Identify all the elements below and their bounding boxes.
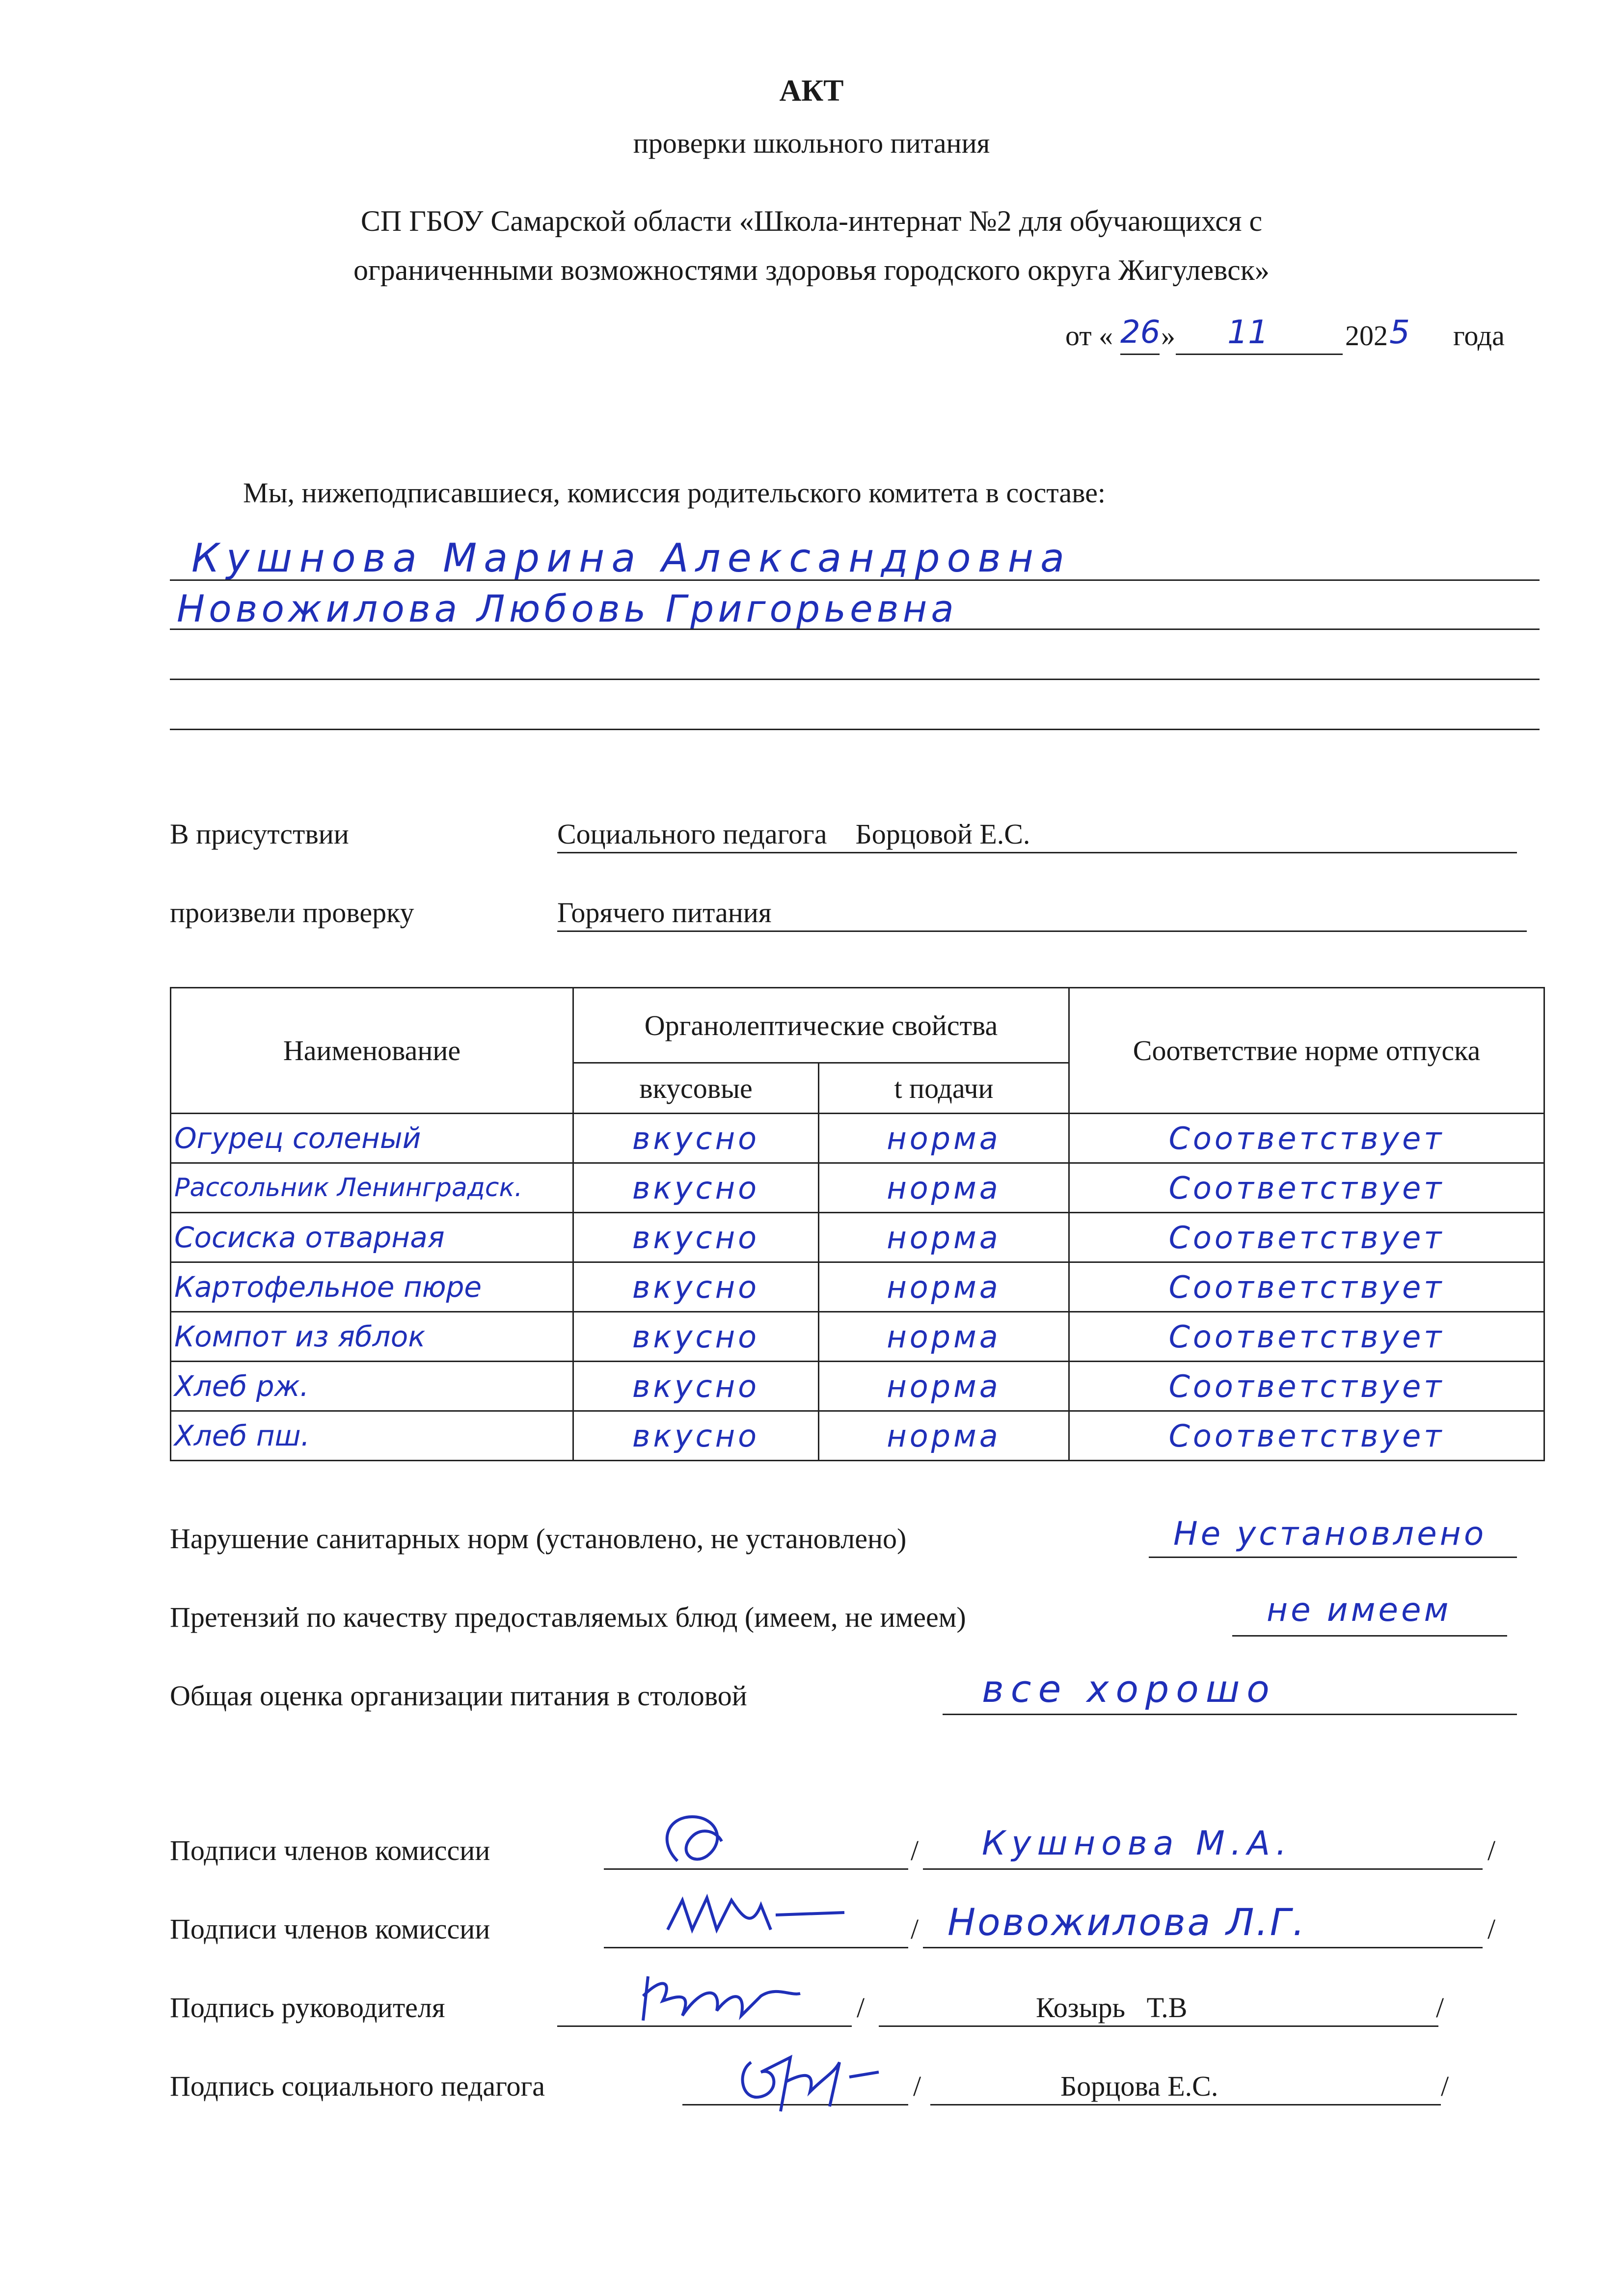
date-month: 11 (1227, 313, 1269, 351)
dish-temp: норма (819, 1114, 1069, 1163)
header-organoleptic: Органолептические свойства (573, 988, 1069, 1063)
member-1-name: Кушнова М.А. (982, 1824, 1293, 1863)
signature-separator: / (913, 2070, 921, 2102)
header-taste: вкусовые (573, 1063, 819, 1114)
date-prefix: от « (1065, 320, 1113, 352)
member-2-signature-scribble (663, 1886, 849, 1944)
dish-compliance: Соответствует (1069, 1213, 1544, 1262)
table-row (171, 1213, 1544, 1262)
commission-member-2: Новожилова Любовь Григорьевна (177, 587, 958, 630)
signature-separator: / (1441, 2070, 1449, 2102)
claims-value: не имеем (1267, 1591, 1452, 1629)
commission-member-1: Кушнова Марина Александровна (191, 535, 1071, 581)
dish-compliance: Соответствует (1069, 1362, 1544, 1411)
overall-label: Общая оценка организации питания в столовой (170, 1680, 747, 1712)
dish-temp: норма (819, 1312, 1069, 1362)
signature-separator: / (911, 1913, 919, 1945)
dish-compliance: Соответствует (1069, 1411, 1544, 1461)
act-title: АКТ (779, 74, 844, 108)
dish-temp: норма (819, 1262, 1069, 1312)
dish-compliance: Соответствует (1069, 1312, 1544, 1362)
social-signature-label: Подпись социального педагога (170, 2070, 545, 2102)
dish-compliance: Соответствует (1069, 1114, 1544, 1163)
sanitary-value: Не установлено (1173, 1515, 1487, 1553)
social-name: Борцова Е.С. (1060, 2070, 1218, 2102)
date-suffix: года (1453, 320, 1505, 352)
dish-taste: вкусно (573, 1411, 819, 1461)
date-day: 26 (1120, 314, 1161, 351)
signature-separator: / (857, 1992, 865, 2023)
dish-temp: норма (819, 1362, 1069, 1411)
table-row (171, 1312, 1544, 1362)
dish-compliance: Соответствует (1069, 1163, 1544, 1213)
act-date (1065, 313, 1556, 358)
date-year-digit: 5 (1389, 313, 1410, 351)
sanitary-label: Нарушение санитарных норм (установлено, не установлено) (170, 1523, 907, 1555)
header-name: Наименование (171, 988, 573, 1114)
date-mid: » (1161, 320, 1175, 352)
dish-temp: норма (819, 1163, 1069, 1213)
member-signature-label-1: Подписи членов комиссии (170, 1834, 490, 1866)
inspection-label: произвели проверку (170, 897, 414, 929)
header-serving-temp: t подачи (819, 1063, 1069, 1114)
table-row (171, 1411, 1544, 1461)
dish-taste: вкусно (573, 1312, 819, 1362)
signature-separator: / (911, 1834, 919, 1866)
dish-name: Хлеб пш. (171, 1411, 573, 1461)
head-name: Козырь Т.В (1036, 1992, 1188, 2023)
dish-name: Хлеб рж. (171, 1362, 573, 1411)
table-row (171, 1114, 1544, 1163)
dish-compliance: Соответствует (1069, 1262, 1544, 1312)
member-2-name: Новожилова Л.Г. (947, 1900, 1307, 1944)
dish-name: Сосиска отварная (171, 1213, 573, 1262)
dish-taste: вкусно (573, 1114, 819, 1163)
act-subtitle: проверки школьного питания (633, 127, 990, 159)
presence-value: Социального педагога Борцовой Е.С. (557, 818, 1030, 850)
signature-separator: / (1488, 1913, 1496, 1945)
dish-name: Картофельное пюре (171, 1262, 573, 1312)
dish-taste: вкусно (573, 1213, 819, 1262)
date-year-prefix: 202 (1345, 320, 1388, 352)
header-compliance: Соответствие норме отпуска (1069, 988, 1544, 1114)
organization-line-1: СП ГБОУ Самарской области «Школа-интернат №2 для обучающихся с (360, 205, 1263, 237)
dish-temp: норма (819, 1213, 1069, 1262)
dish-temp: норма (819, 1411, 1069, 1461)
head-signature-scribble (633, 1967, 810, 2030)
table-row (171, 1163, 1544, 1213)
claims-label: Претензий по качеству предоставляемых блюд (имеем, не имеем) (170, 1601, 966, 1633)
organization-line-2: ограниченными возможностями здоровья городского округа Жигулевск» (353, 254, 1270, 286)
signature-separator: / (1488, 1834, 1496, 1866)
commission-intro: Мы, нижеподписавшиеся, комиссия родительского комитета в составе: (243, 477, 1106, 509)
dish-taste: вкусно (573, 1163, 819, 1213)
head-signature-label: Подпись руководителя (170, 1992, 445, 2023)
dish-name: Компот из яблок (171, 1312, 573, 1362)
dish-taste: вкусно (573, 1362, 819, 1411)
presence-label: В присутствии (170, 818, 349, 850)
overall-value: все хорошо (982, 1667, 1276, 1711)
social-signature-scribble (731, 2043, 908, 2116)
inspection-value: Горячего питания (557, 897, 772, 929)
dish-taste: вкусно (573, 1262, 819, 1312)
table-row (171, 1262, 1544, 1312)
signature-separator: / (1436, 1992, 1444, 2023)
table-row (171, 1362, 1544, 1411)
member-signature-label-2: Подписи членов комиссии (170, 1913, 490, 1945)
dish-name: Рассольник Ленинградск. (171, 1163, 573, 1213)
member-1-signature-scribble (648, 1807, 746, 1876)
dish-name: Огурец соленый (171, 1114, 573, 1163)
organization-name (0, 196, 1623, 295)
food-inspection-table (170, 987, 1545, 1461)
